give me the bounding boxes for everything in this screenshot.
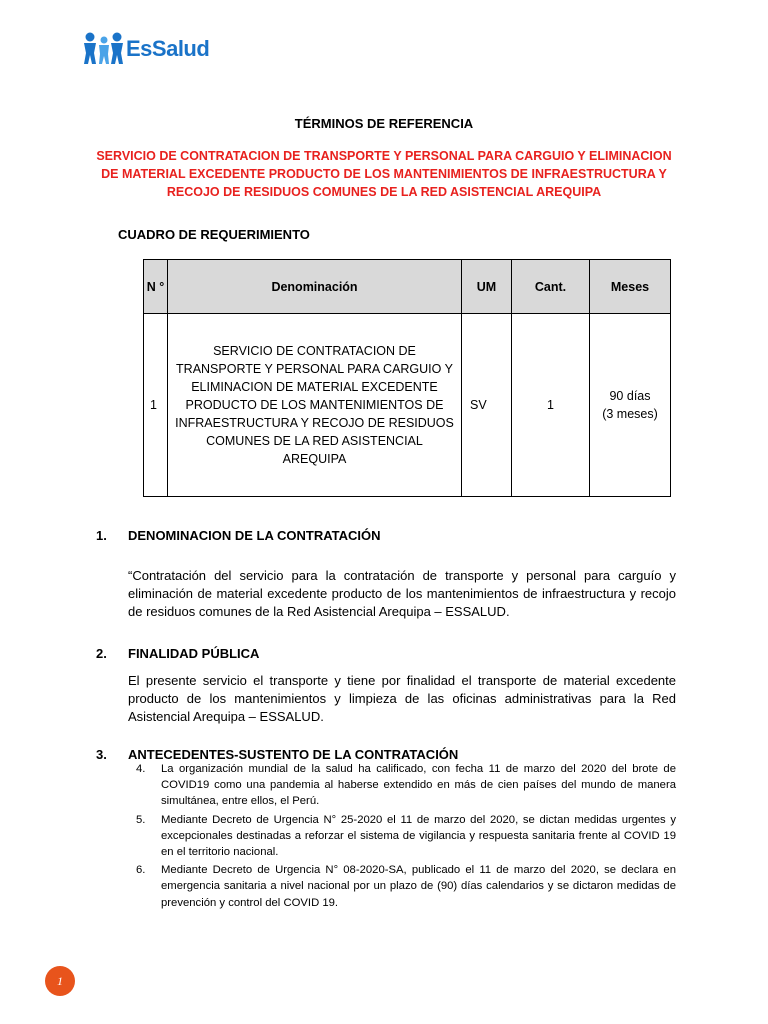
row-denominacion: SERVICIO DE CONTRATACION DE TRANSPORTE Y PERSONAL PARA CARGUIO Y ELIMINACION DE MATERIAL EXCEDENTE PRODUCTO DE LOS MANTENIMIENTOS DE INFRAESTRUCTURA Y RECOJO DE RESIDUOS COMUNES DE LA RED ASISTENCIAL AREQUIPA [168,314,462,497]
document-subtitle: SERVICIO DE CONTRATACION DE TRANSPORTE Y PERSONAL PARA CARGUIO Y ELIMINACION DE MATERIAL EXCEDENTE PRODUCTO DE LOS MANTENIMIENTOS DE INFRAESTRUCTURA Y RECOJO DE RESIDUOS COMUNES DE LA RED ASISTENCIAL AREQUIPA [96,149,672,199]
header-um: UM [462,260,512,314]
header-denominacion: Denominación [168,260,462,314]
table-header-row [144,260,671,314]
document-title: TÉRMINOS DE REFERENCIA [294,116,474,131]
header-meses: Meses [590,260,671,314]
antecedentes-list [136,761,676,913]
list-item: 6. Mediante Decreto de Urgencia N° 08-2020-SA, publicado el 11 de marzo del 2020, se declara en emergencia sanitaria a nivel nacional por un plazo de (90) días calendarios y se dictaron medidas de prevención y control del COVID 19. [136,864,676,909]
header-cant: Cant. [512,260,590,314]
meses-months: (3 meses) [602,407,658,421]
row-cant: 1 [512,314,590,497]
section-1-text: “Contratación del servicio para la contratación de transporte y personal para carguío y eliminación de material excedente producto de los mantenimientos de infraestructura y recojo de residuos comunes de la Red Asistencial Arequipa – ESSALUD. [128,568,676,619]
header-num: N ° [144,260,168,314]
list-item: 5. Mediante Decreto de Urgencia N° 25-2020 el 11 de marzo del 2020, se dictan medidas urgentes y excepcionales destinadas a reforzar el sistema de vigilancia y respuesta sanitaria frente al COVID 19 en el territorio nacional. [136,813,676,859]
list-item: 4. La organización mundial de la salud ha calificado, con fecha 11 de marzo del 2020 del brote de COVID19 como una pandemia al haberse extendido en más de cien países del mundo de manera simultánea, entre ellos, el Perú. [136,763,676,808]
family-icon [82,31,126,65]
logo-text: EsSalud [126,36,210,61]
requirements-table [143,259,671,497]
section-2-heading: 2. FINALIDAD PÚBLICA [96,646,260,661]
row-um: SV [462,314,512,497]
section-1-heading: 1. DENOMINACION DE LA CONTRATACIÓN [96,528,381,543]
section-2-text: El presente servicio el transporte y tiene por finalidad el transporte de material excedente producto de los mantenimientos y limpieza de las oficinas administrativas para la Red Asistencial Arequipa – ESSALUD. [128,673,676,724]
section-3-heading: 3. ANTECEDENTES-SUSTENTO DE LA CONTRATACIÓN [96,747,459,762]
row-num: 1 [144,314,168,497]
table-title: CUADRO DE REQUERIMIENTO [118,227,310,242]
essalud-logo [82,31,222,67]
table-row [144,314,671,497]
row-meses [590,314,671,497]
meses-days: 90 días [609,389,651,403]
page-number-badge: 1 [45,966,75,996]
